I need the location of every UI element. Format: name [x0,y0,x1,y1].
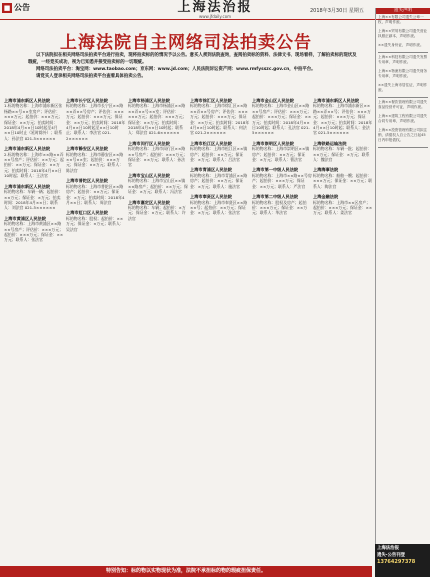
court-name: 上海市虹口区人民法院 [66,210,108,216]
court-name: 上海市静安区人民法院 [66,146,108,152]
notice-body: 标的物名称：上海市宝山区××镇××路房产；起拍价：××万元；保证金：×万元；联系人：冯法官 [128,178,188,195]
notice-item [313,194,373,216]
intro-paragraph: 请竞买人登录相关网络司法拍卖平台查看具体拍卖公告。 [36,74,146,79]
notice-body: 标的物名称：上海市青浦区××路房产；起拍价：××万元；保证金：×万元；联系人：施法官 [190,172,248,189]
court-name: 上海市青浦区人民法院 [190,167,232,173]
sidebar-text [376,14,430,151]
footer-ad-line1: 上海法治报 [377,546,399,551]
notice-body: 2.标的物名称：上海市××路××弄××号房产；评估价：××万元；起拍价：××万元；保证金：××万元；拍卖时间：2018年4月××日10时起；联系人：王法官 [4,151,64,179]
lost-notice: 上海××餐饮管理有限公司遗失食品经营许可证，声明作废。 [378,100,428,109]
notice-item [313,98,373,136]
notice-item [252,98,312,136]
notice-body: 1.标的物名称：上海市浦东新区张杨路××号××室房产；评估价：×××万元；起拍价：×××万元；保证金：××万元；拍卖时间：2018年4月××日10时起至4月××日10时止（延时除外）；联系人：孙法官 021-5×××××× [4,103,63,141]
court-name: 上海市嘉定区人民法院 [128,199,170,205]
notice-body: 标的物名称：股权；起拍价：××万元；保证金：×万元；联系人：吴法官 [66,215,124,232]
notice-body: 标的物名称：上海市徐汇区××路××弄××号房产；评估价：×××万元；起拍价：×××万元；保证金：××万元；拍卖时间：2018年4月××日10时起；联系人：何法官 021-2×××××× [190,103,250,136]
notice-item [4,184,64,211]
notice-column-5 [252,98,312,564]
notice-item [190,167,250,189]
lost-notice: 上海××有限公司遗失公章一枚，声明作废。 [378,15,424,24]
divider [378,147,428,148]
court-name: 上海市第一中级人民法院 [252,167,299,173]
notice-item [190,194,250,216]
notice-item [4,146,64,178]
lost-notice: 上海××投资管理有限公司拟注销，请债权人自公告之日起45日内申报债权。 [378,128,428,142]
notice-column-1 [4,98,64,564]
masthead-name: 上海法治报 [177,0,253,15]
lost-notice: 上海××科技有限公司遗失发票专用章，声明作废。 [378,55,428,64]
masthead-url: www.jfdaily.com [198,14,232,19]
notice-body: 标的物名称：船舶一艘；起拍价：×××万元；保证金：××万元；联系人：陶法官 [313,172,373,189]
court-name: 上海市浦东新区人民法院 [4,183,51,189]
court-name: 上海市第二中级人民法院 [252,194,299,200]
court-name: 上海市长宁区人民法院 [66,98,108,103]
announcement-icon: ■ [3,3,11,12]
section-label [2,2,30,13]
notice-item [252,167,312,189]
notice-column-6 [313,98,373,564]
lost-notice: ××遗失身份证，声明作废。 [378,43,424,47]
notice-item [128,98,188,136]
notice-item [128,173,188,195]
notice-column-3 [128,98,188,564]
notice-item [128,200,188,222]
court-name: 上海市奉贤区人民法院 [190,194,232,200]
court-name: 上海海事法院 [313,167,339,173]
notice-column-4 [190,98,250,564]
notice-body: 标的物名称：上海市长宁区××路××弄××号房产；评估价：×××万元；起拍价：×××万元；保证金：××万元；拍卖时间：2018年4月××日10时起至××日10时止；联系人：李法官 021-2×××××× [66,103,126,141]
notice-body: 标的物名称：上海市普陀区××路房产；起拍价：××万元；保证金：×万元；拍卖时间：2018年4月××日；联系人：周法官 [66,183,125,205]
notice-body: 标的物名称：股权及房产；起拍价：×××万元；保证金：××万元；联系人：华法官 [252,199,308,216]
court-name: 上海市宝山区人民法院 [128,172,170,178]
notice-body: 标的物名称：上海市杨浦区××路××弄××号××室；评估价：×××万元；起拍价：×××万元；保证金：××万元；拍卖时间：2018年4月××日10时起；联系人：郑法官 021-6×××××× [128,103,187,136]
lost-notice: 上海××物流有限公司遗失财务专用章，声明作废。 [378,69,428,78]
notice-item [4,216,64,243]
court-name: 上海市浦东新区人民法院 [313,98,360,103]
lost-notice: 上海××建筑工程有限公司遗失合同专用章，声明作废。 [378,114,428,123]
notice-column-2 [66,98,126,564]
notice-body: 标的物名称：上海市金山区××路××号房产；评估价：×××万元；起拍价：×××万元；保证金：××万元；拍卖时间：2018年4月××日10时起；联系人：孔法官 021-5×××××× [252,103,312,136]
page-header [0,0,430,20]
section-label-text: 公告 [14,3,30,12]
court-name: 上海金融法院 [313,194,339,200]
divider [378,97,428,98]
court-name: 上海市普陀区人民法院 [66,178,108,184]
page-title: 上海法院自主网络司法拍卖公告 [60,33,312,53]
divider [378,52,428,53]
notice-body: 标的物名称：车辆一辆；起拍价：××万元；保证金：×万元；拍卖时间：2018年4月××日；联系人：刘法官 021-5×××××× [4,189,63,211]
intro-paragraph: 网络司法拍卖平台：淘宝网：www.taobao.com；京东网：www.jd.com；人民法院诉讼资产网：www.rmfysszc.gov.cn，中拍平台。 [36,67,316,72]
notice-body: 标的物名称：上海市××路××号房产；起拍价：×××万元；保证金：××万元；联系人：严法官 [252,172,312,189]
intro-text [28,52,358,80]
court-name: 上海市闵行区人民法院 [128,140,170,146]
notice-body: 标的物名称：上海市浦东新区××路××弄××号；评估价：×××万元；起拍价：×××万元；保证金：××万元；拍卖时间：2018年4月××日10时起；联系人：金法官 021-5×××××× [313,103,373,136]
notice-body: 标的物名称：上海市崇明区××镇房产；起拍价：××万元；保证金：×万元；联系人：曹法官 [252,146,310,163]
footer-ad-phone: 13764297378 [377,559,416,565]
sidebar-tab: 遗失声明 [376,8,430,14]
court-name: 上海铁路运输法院 [313,140,347,146]
intro-paragraph: 以下法院拟在相关网络司法拍卖平台进行拍卖，现将拍卖标的的情况予以公告。意买人须到法院查询，查阅拍卖标的资料、法律文书、现场看样，了解拍卖标的现状及瑕疵，一经竞买成功，视为已知悉并接受拍卖标的一切瑕疵。 [28,53,357,65]
notice-item [313,167,373,189]
footer-ad-line2: 遗失·公告刊登 [377,552,406,558]
notice-item [313,141,373,163]
notice-item [66,98,126,141]
footer-ad [375,544,430,577]
lost-notice: ××遗失上海市居住证，声明作废。 [378,83,428,92]
court-name: 上海市杨浦区人民法院 [128,98,170,103]
lost-notice: 上海××贸易有限公司遗失营业执照正副本，声明作废。 [378,29,428,38]
court-name: 上海市松江区人民法院 [190,140,232,146]
notice-body: 标的物名称：车辆；起拍价：×万元；保证金：×万元；联系人：许法官 [128,204,186,221]
notice-item [128,141,188,168]
notice-item [190,141,250,163]
notice-item [252,141,312,163]
court-name: 上海市浦东新区人民法院 [4,98,51,103]
notice-item [252,194,312,216]
notice-item [190,98,250,136]
court-name: 上海市黄浦区人民法院 [4,215,46,221]
footer-note: 特别告知：标的物以实物现状为准，法院不承担标的物的瑕疵担保责任。 [0,566,372,577]
notice-body: 标的物名称：上海市闵行区××路××号房产；起拍价：×××万元；保证金：××万元；联系人：孙法官 [128,146,188,168]
court-name: 上海市金山区人民法院 [252,98,294,103]
court-name: 上海市浦东新区人民法院 [4,146,51,152]
notice-item [66,146,126,173]
issue-date: 2018年3月30日 星期五 [310,8,364,14]
notice-body: 标的物名称：上海市黄浦区××路××号房产；评估价：×××万元；起拍价：×××万元；保证金：××万元；联系人：张法官 [4,221,64,243]
lost-notice-sidebar [375,8,430,568]
masthead [155,1,275,19]
notice-body: 标的物名称：上海市松江区××镇房产；起拍价：××万元；保证金：×万元；联系人：吕法官 [190,146,248,163]
notice-body: 标的物名称：上海市静安区××路××号××室；起拍价：×××万元；保证金：××万元；联系人：陈法官 [66,151,124,173]
notice-body: 标的物名称：车辆一批；起拍价：××万元；保证金：×万元；联系人：魏法官 [313,146,372,163]
notice-body: 标的物名称：上海市××区房产；起拍价：×××万元；保证金：××万元；联系人：姜法官 [313,199,373,216]
notice-item [66,178,126,205]
page-footer [0,546,430,577]
court-name: 上海市崇明区人民法院 [252,140,294,146]
notice-body: 标的物名称：上海市奉贤区××路××号；起拍价：××万元；保证金：×万元；联系人：张法官 [190,199,248,216]
notice-item [4,98,64,141]
notice-item [66,210,126,232]
court-name: 上海市徐汇区人民法院 [190,98,232,103]
